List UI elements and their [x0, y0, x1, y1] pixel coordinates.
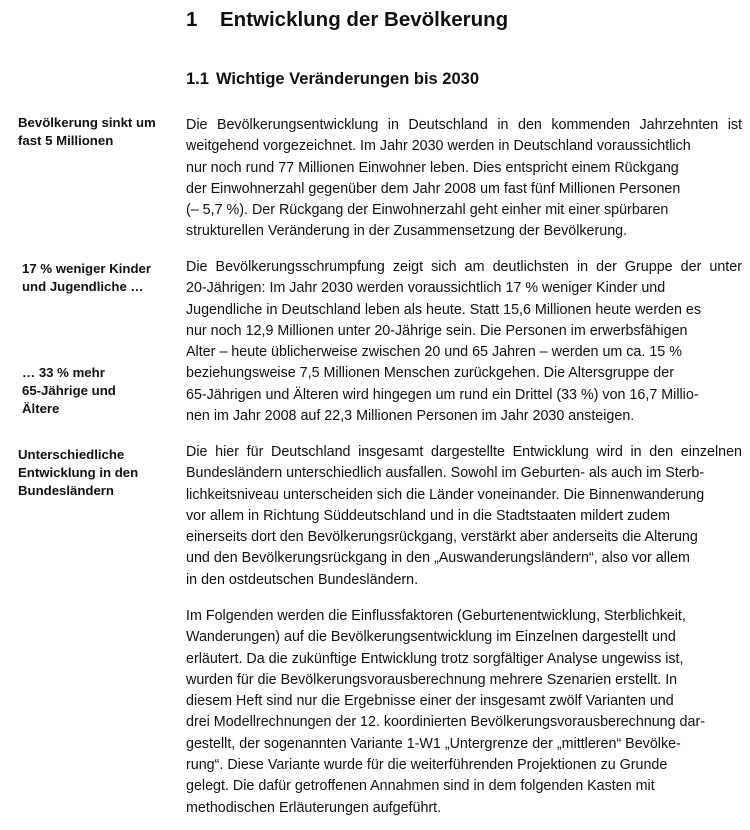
paragraph-line: Jugendliche in Deutschland leben als heute. Statt 15,6 Millionen heute werden es	[186, 301, 702, 318]
paragraph-line: strukturellen Veränderung in der Zusammensetzung der Bevölkerung.	[186, 223, 628, 240]
paragraph-line: rung“. Diese Variante wurde für die weiterführenden Projektionen zu Grunde	[186, 757, 668, 774]
margin-note-line: Bundesländern	[18, 483, 114, 498]
margin-note-line: Bevölkerung sinkt um	[18, 115, 156, 130]
paragraph-line: in den ostdeutschen Bundesländern.	[186, 571, 419, 588]
paragraph-line: Die hier für Deutschland insgesamt dargestellte Entwicklung wird in den einzelnen	[186, 444, 742, 460]
paragraph-line: Alter – heute üblicherweise zwischen 20 und 65 Jahren – werden um ca. 15 %	[186, 344, 682, 361]
paragraph-line: 65-Jährigen und Älteren wird hingegen um rund ein Drittel (33 %) von 16,7 Millio-	[186, 386, 699, 403]
paragraph-line: Bundesländern unterschiedlich ausfallen. Sowohl im Geburten- als auch im Sterb-	[186, 465, 705, 482]
paragraph-line: beziehungsweise 7,5 Millionen Menschen zurückgehen. Die Altersgruppe der	[186, 365, 674, 382]
section-number: 1.1	[186, 70, 209, 88]
paragraph-line: 20-Jährigen: Im Jahr 2030 werden voraussichtlich 17 % weniger Kinder und	[186, 280, 666, 297]
margin-note-more-elderly	[22, 364, 116, 418]
chapter-title: Entwicklung der Bevölkerung	[220, 8, 509, 31]
paragraph-line: drei Modellrechnungen der 12. koordinierten Bevölkerungsvorausberechnung dar-	[186, 714, 705, 731]
paragraph-line: Die Bevölkerungsschrumpfung zeigt sich am deutlichsten in der Gruppe der unter	[186, 259, 742, 275]
paragraph-line: Im Folgenden werden die Einflussfaktoren (Geburtenentwicklung, Sterblichkeit,	[186, 608, 686, 624]
margin-note-line: 17 % weniger Kinder	[22, 261, 151, 276]
paragraph-line: weitgehend vorgezeichnet. Im Jahr 2030 werden in Deutschland voraussichtlich	[186, 138, 691, 155]
paragraph-4	[186, 606, 742, 819]
margin-note-line: Ältere	[22, 401, 60, 416]
paragraph-line: erläutert. Da die zukünftige Entwicklung trotz sorgfältiger Analyse ungewiss ist,	[186, 650, 684, 667]
paragraph-line: vor allem in Richtung Süddeutschland und in die Stadtstaaten mildert zudem	[186, 507, 670, 524]
paragraph-line: Die Bevölkerungsentwicklung in Deutschland in den kommenden Jahrzehnten ist	[186, 117, 742, 133]
paragraph-line: methodischen Erläuterungen aufgeführt.	[186, 799, 442, 816]
margin-note-line: fast 5 Millionen	[18, 133, 114, 148]
margin-note-line: Entwicklung in den	[18, 465, 139, 480]
paragraph-2	[186, 257, 742, 427]
margin-note-fewer-children	[22, 260, 151, 296]
paragraph-line: gestellt, der sogenannten Variante 1-W1 „Untergrenze der „mittleren“ Bevölke-	[186, 735, 681, 752]
paragraph-line: nen im Jahr 2008 auf 22,3 Millionen Personen im Jahr 2030 ansteigen.	[186, 408, 635, 425]
chapter-heading	[186, 8, 508, 32]
paragraph-line: diesem Heft sind nur die Ergebnisse einer der insgesamt zwölf Varianten und	[186, 693, 674, 710]
paragraph-line: lichkeitsniveau unterscheiden sich die Länder voneinander. Die Binnenwanderung	[186, 486, 705, 503]
paragraph-line: (– 5,7 %). Der Rückgang der Einwohnerzahl geht einher mit einer spürbaren	[186, 202, 669, 219]
paragraph-line: der Einwohnerzahl gegenüber dem Jahr 2008 um fast fünf Millionen Personen	[186, 180, 681, 197]
paragraph-3	[186, 442, 742, 591]
margin-note-line: … 33 % mehr	[22, 365, 105, 380]
paragraph-line: nur noch rund 77 Millionen Einwohner leben. Dies entspricht einem Rückgang	[186, 159, 679, 176]
paragraph-line: und den Bevölkerungsrückgang in den „Auswanderungsländern“, also vor allem	[186, 550, 690, 567]
margin-note-line: Unterschiedliche	[18, 447, 125, 462]
paragraph-line: Wanderungen) auf die Bevölkerungsentwicklung im Einzelnen dargestellt und	[186, 629, 676, 646]
margin-note-line: und Jugendliche …	[22, 279, 144, 294]
section-title: Wichtige Veränderungen bis 2030	[216, 70, 480, 88]
margin-note-population-decline	[18, 114, 156, 150]
margin-note-federal-states	[18, 446, 138, 500]
paragraph-line: nur noch 12,9 Millionen unter 20-Jährige sein. Die Personen im erwerbsfähigen	[186, 322, 688, 339]
paragraph-line: gelegt. Die dafür getroffenen Annahmen sind in dem folgenden Kasten mit	[186, 778, 655, 795]
chapter-number: 1	[186, 8, 198, 31]
paragraph-1	[186, 115, 742, 243]
section-heading	[186, 70, 479, 89]
margin-note-line: 65-Jährige und	[22, 383, 116, 398]
paragraph-line: wurden für die Bevölkerungsvorausberechnung mehrere Szenarien erstellt. In	[186, 671, 678, 688]
paragraph-line: einerseits dort den Bevölkerungsrückgang, verstärkt aber anderseits die Alterung	[186, 529, 698, 546]
